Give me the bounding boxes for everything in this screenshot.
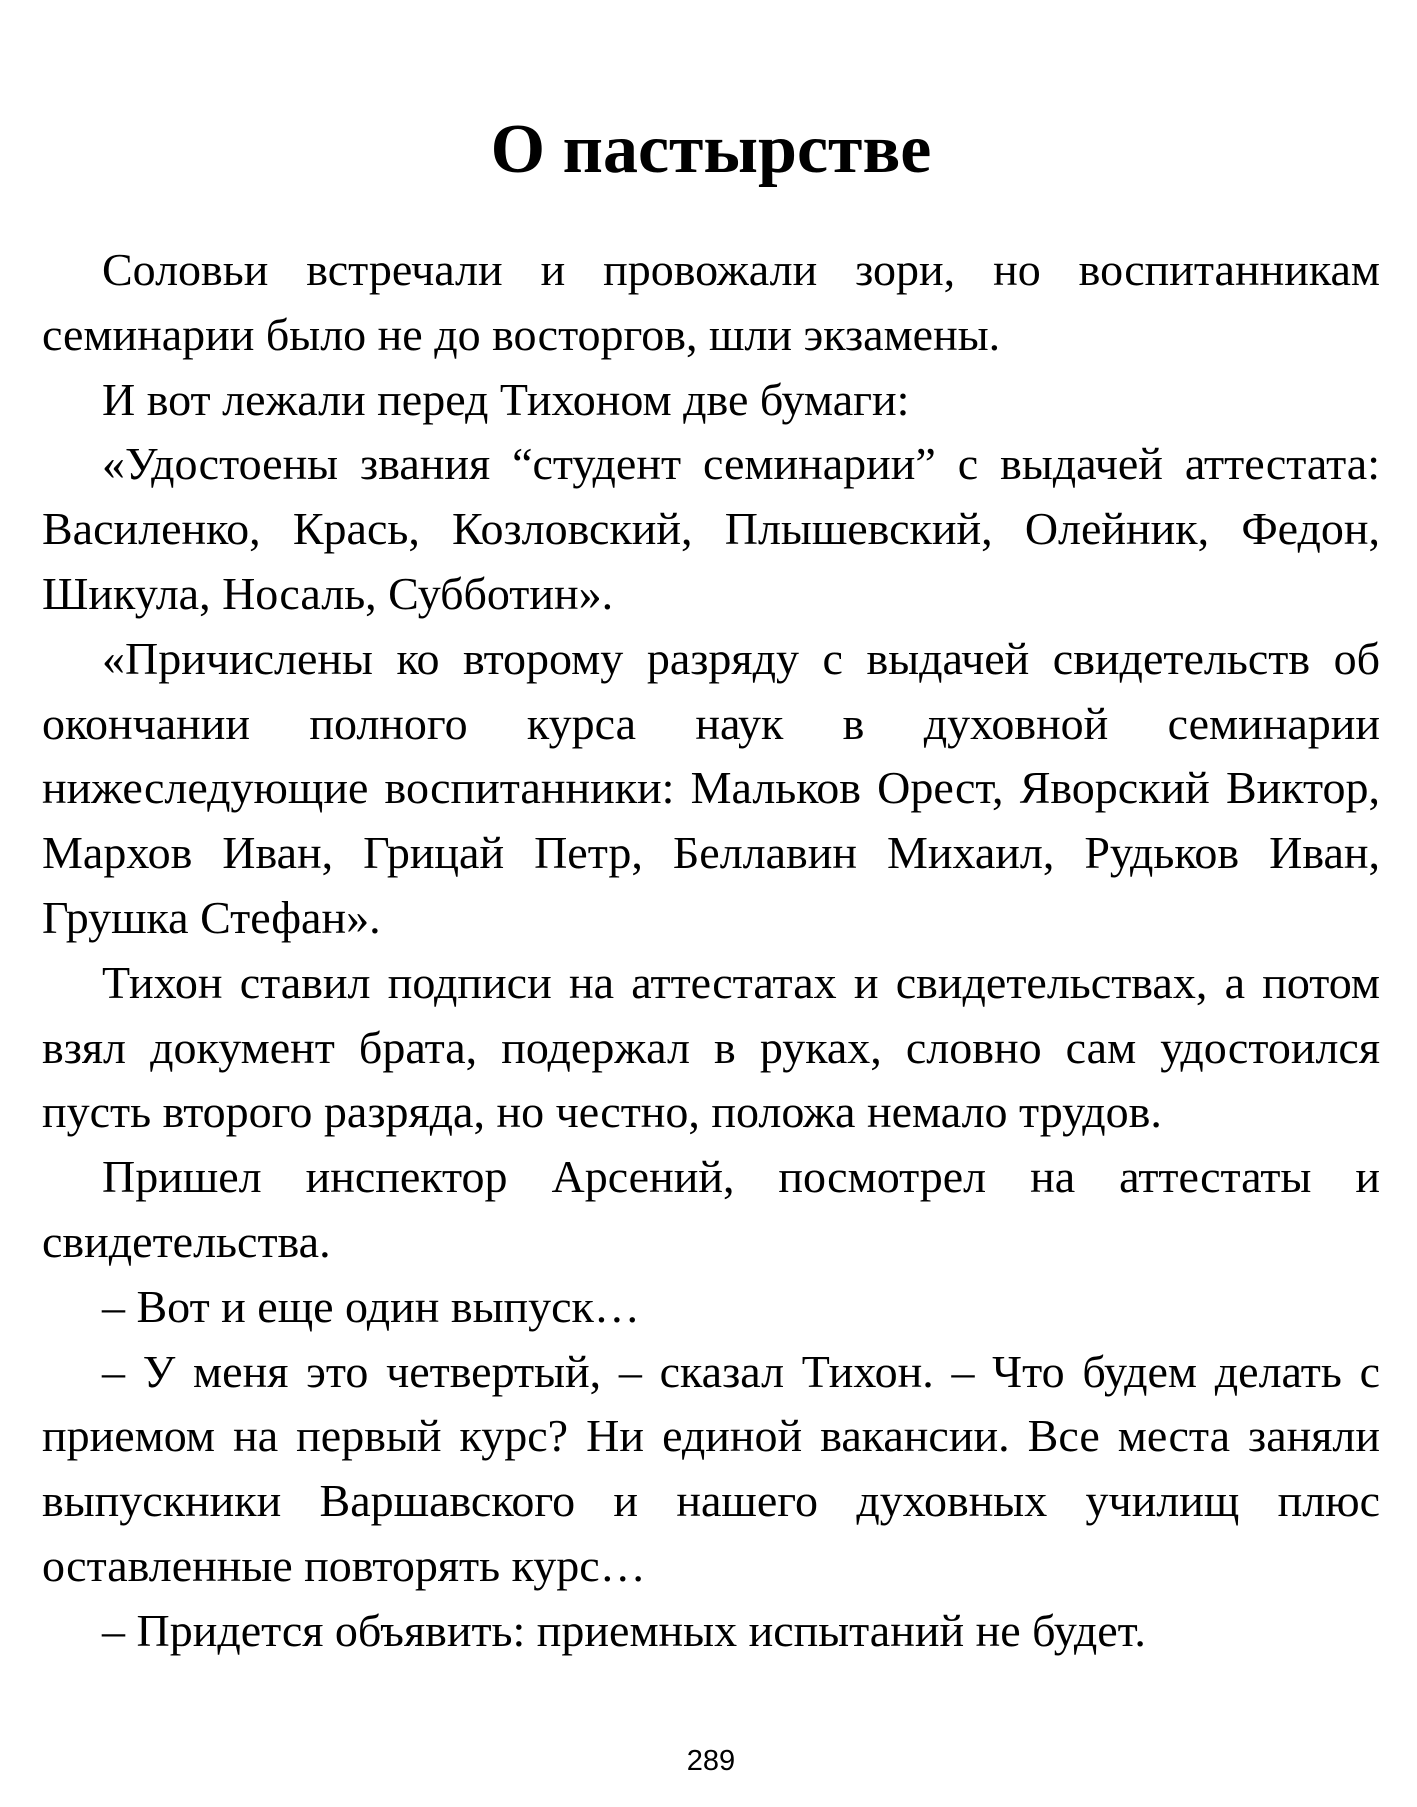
- paragraph: «Причислены ко второму разряду с выдачей свидетельств об окончании полного курса наук в духовной семинарии нижеследующие воспитанники: Мальков Орест, Яворский Виктор, Мархов Иван, Грицай Петр, Беллавин Михаил, Рудьков Иван, Грушка Стефан».: [42, 632, 1380, 943]
- body-text: [42, 238, 1380, 1664]
- chapter-title: О пастырстве: [490, 111, 932, 188]
- book-page: [42, 0, 1380, 1807]
- paragraph: Пришел инспектор Арсений, посмотрел на аттестаты и свидетельства.: [42, 1151, 1380, 1267]
- paragraph: И вот лежали перед Тихоном две бумаги:: [102, 373, 910, 425]
- paragraph: Соловьи встречали и провожали зори, но воспитанникам семинарии было не до восторгов, шли экзамены.: [42, 244, 1380, 360]
- paragraph: – Придется объявить: приемных испытаний не будет.: [102, 1604, 1146, 1656]
- paragraph: – Вот и еще один выпуск…: [102, 1280, 640, 1332]
- paragraph: Тихон ставил подписи на аттестатах и свидетельствах, а потом взял документ брата, подержал в руках, словно сам удостоился пусть второго разряда, но честно, положа немало трудов.: [42, 956, 1380, 1138]
- paragraph: «Удостоены звания “студент семинарии” с выдачей аттестата: Василенко, Крась, Козловский, Плышевский, Олейник, Федон, Шикула, Носаль, Субботин».: [42, 438, 1380, 619]
- page-number: 289: [686, 1745, 736, 1777]
- paragraph: – У меня это четвертый, – сказал Тихон. – Что будем делать с приемом на первый курс? Ни единой вакансии. Все места заняли выпускники Варшавского и нашего духовных училищ плюс оставленные повторять курс…: [42, 1345, 1380, 1591]
